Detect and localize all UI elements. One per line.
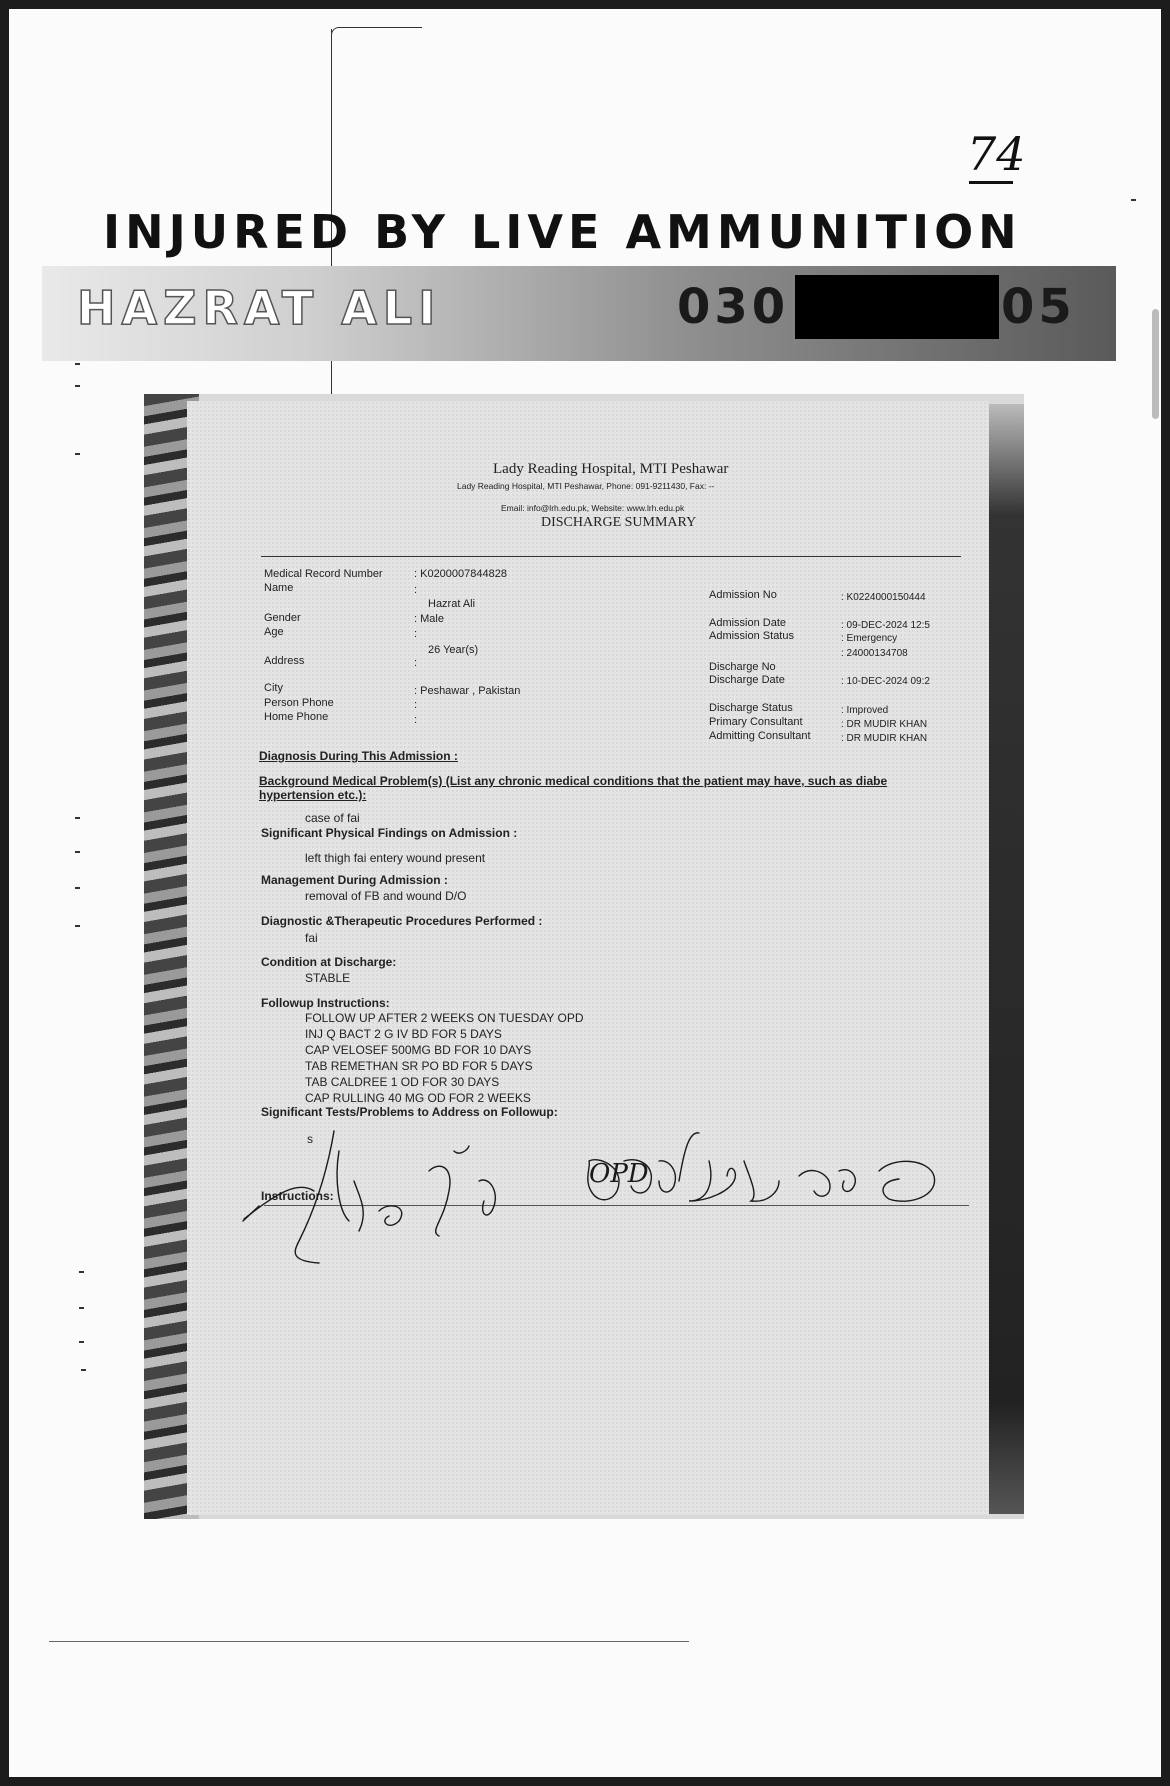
followup-line: TAB CALDREE 1 OD FOR 30 DAYS [305,1075,500,1089]
bottom-rule [49,1641,689,1642]
headline: INJURED BY LIVE AMMUNITION [103,205,1022,259]
instructions-label: Instructions: [261,1189,334,1203]
name-colon: : [414,584,418,596]
discharge-no-label: Discharge No [709,661,776,673]
hospital-contact: Email: info@lrh.edu.pk, Website: www.lrh.edu.pk [501,503,685,513]
margin-tick [75,851,80,853]
hospital-address: Lady Reading Hospital, MTI Peshawar, Phone: 091-9211430, Fax: -- [457,481,715,491]
diagnosis-heading: Diagnosis During This Admission : [259,749,458,763]
primary-consultant-label: Primary Consultant [709,716,803,728]
physical-value: left thigh fai entery wound present [305,851,486,865]
page-canvas [9,9,1161,1777]
primary-consultant-value: : DR MUDIR KHAN [841,719,928,730]
margin-tick [79,1271,84,1273]
name-label: Name [264,582,294,594]
handwritten-instructions [239,1121,959,1271]
margin-tick [79,1341,84,1343]
handwritten-opd: OPD [589,1159,649,1189]
address-label: Address [264,655,305,667]
margin-tick [75,363,80,365]
person-phone-label: Person Phone [264,697,334,709]
gender-label: Gender [264,612,301,624]
hospital-name: Lady Reading Hospital, MTI Peshawar [493,461,729,477]
home-phone-colon: : [414,714,418,726]
mrn-value: : K0200007844828 [414,568,507,580]
tests-value: s [307,1132,313,1146]
margin-tick [75,453,80,455]
discharge-date-value: : 10-DEC-2024 09:2 [841,676,930,687]
management-value: removal of FB and wound D/O [305,889,467,903]
followup-line: CAP RULLING 40 MG OD FOR 2 WEEKS [305,1091,531,1105]
banner-phone-suffix: 05 [1001,279,1076,335]
banner-phone-prefix: 030 [677,279,790,335]
margin-bracket [331,27,422,38]
admitting-consultant-value: : DR MUDIR KHAN [841,733,928,744]
condition-value: STABLE [305,971,351,985]
age-colon: : [414,628,418,640]
condition-heading: Condition at Discharge: [261,955,397,969]
followup-line: INJ Q BACT 2 G IV BD FOR 5 DAYS [305,1027,502,1041]
margin-tick [79,1307,84,1309]
tests-heading: Significant Tests/Problems to Address on Followup: [261,1105,558,1119]
margin-tick [1131,199,1136,201]
admission-status-value: : Emergency [841,633,898,644]
admission-no-label: Admission No [709,589,777,601]
age-label: Age [264,626,284,638]
mrn-label: Medical Record Number [264,568,383,580]
age-value: 26 Year(s) [428,644,479,656]
followup-heading: Followup Instructions: [261,996,390,1010]
name-value: Hazrat Ali [428,598,476,610]
discharge-date-label: Discharge Date [709,674,785,686]
admitting-consultant-label: Admitting Consultant [709,730,811,742]
admission-no-value: : K0224000150444 [841,592,926,603]
procedures-value: fai [305,931,318,945]
margin-tick [75,385,80,387]
banner-name: HAZRAT ALI [77,281,442,335]
margin-tick [75,925,80,927]
city-value: : Peshawar , Pakistan [414,685,521,697]
margin-tick [75,887,80,889]
address-colon: : [414,657,418,669]
discharge-status-value: : Improved [841,705,889,716]
document-title: DISCHARGE SUMMARY [541,515,697,530]
admission-date-label: Admission Date [709,617,787,629]
physical-heading: Significant Physical Findings on Admission : [261,826,518,840]
background-heading-cont: hypertension etc.): [259,788,367,802]
page-number: 74 [967,127,1026,181]
person-phone-colon: : [414,699,418,711]
discharge-no-value: : 24000134708 [841,648,908,659]
phone-redaction [795,275,999,339]
followup-line: FOLLOW UP AFTER 2 WEEKS ON TUESDAY OPD [305,1011,584,1025]
admission-status-label: Admission Status [709,630,794,642]
home-phone-label: Home Phone [264,711,329,723]
followup-line: TAB REMETHAN SR PO BD FOR 5 DAYS [305,1059,533,1073]
background-heading: Background Medical Problem(s) (List any chronic medical conditions that the patient may have, such as diabe [259,774,888,788]
header-divider [261,556,961,557]
scrollbar-thumb[interactable] [1152,309,1159,419]
followup-line: CAP VELOSEF 500MG BD FOR 10 DAYS [305,1043,532,1057]
background-value: case of fai [305,811,360,825]
gender-value: : Male [414,613,444,625]
margin-tick [75,817,80,819]
procedures-heading: Diagnostic &Therapeutic Procedures Performed : [261,914,543,928]
page-number-underline [969,181,1013,184]
admission-date-value: : 09-DEC-2024 12:5 [841,620,930,631]
city-label: City [264,682,283,694]
margin-tick [81,1369,86,1371]
discharge-status-label: Discharge Status [709,702,793,714]
management-heading: Management During Admission : [261,873,448,887]
